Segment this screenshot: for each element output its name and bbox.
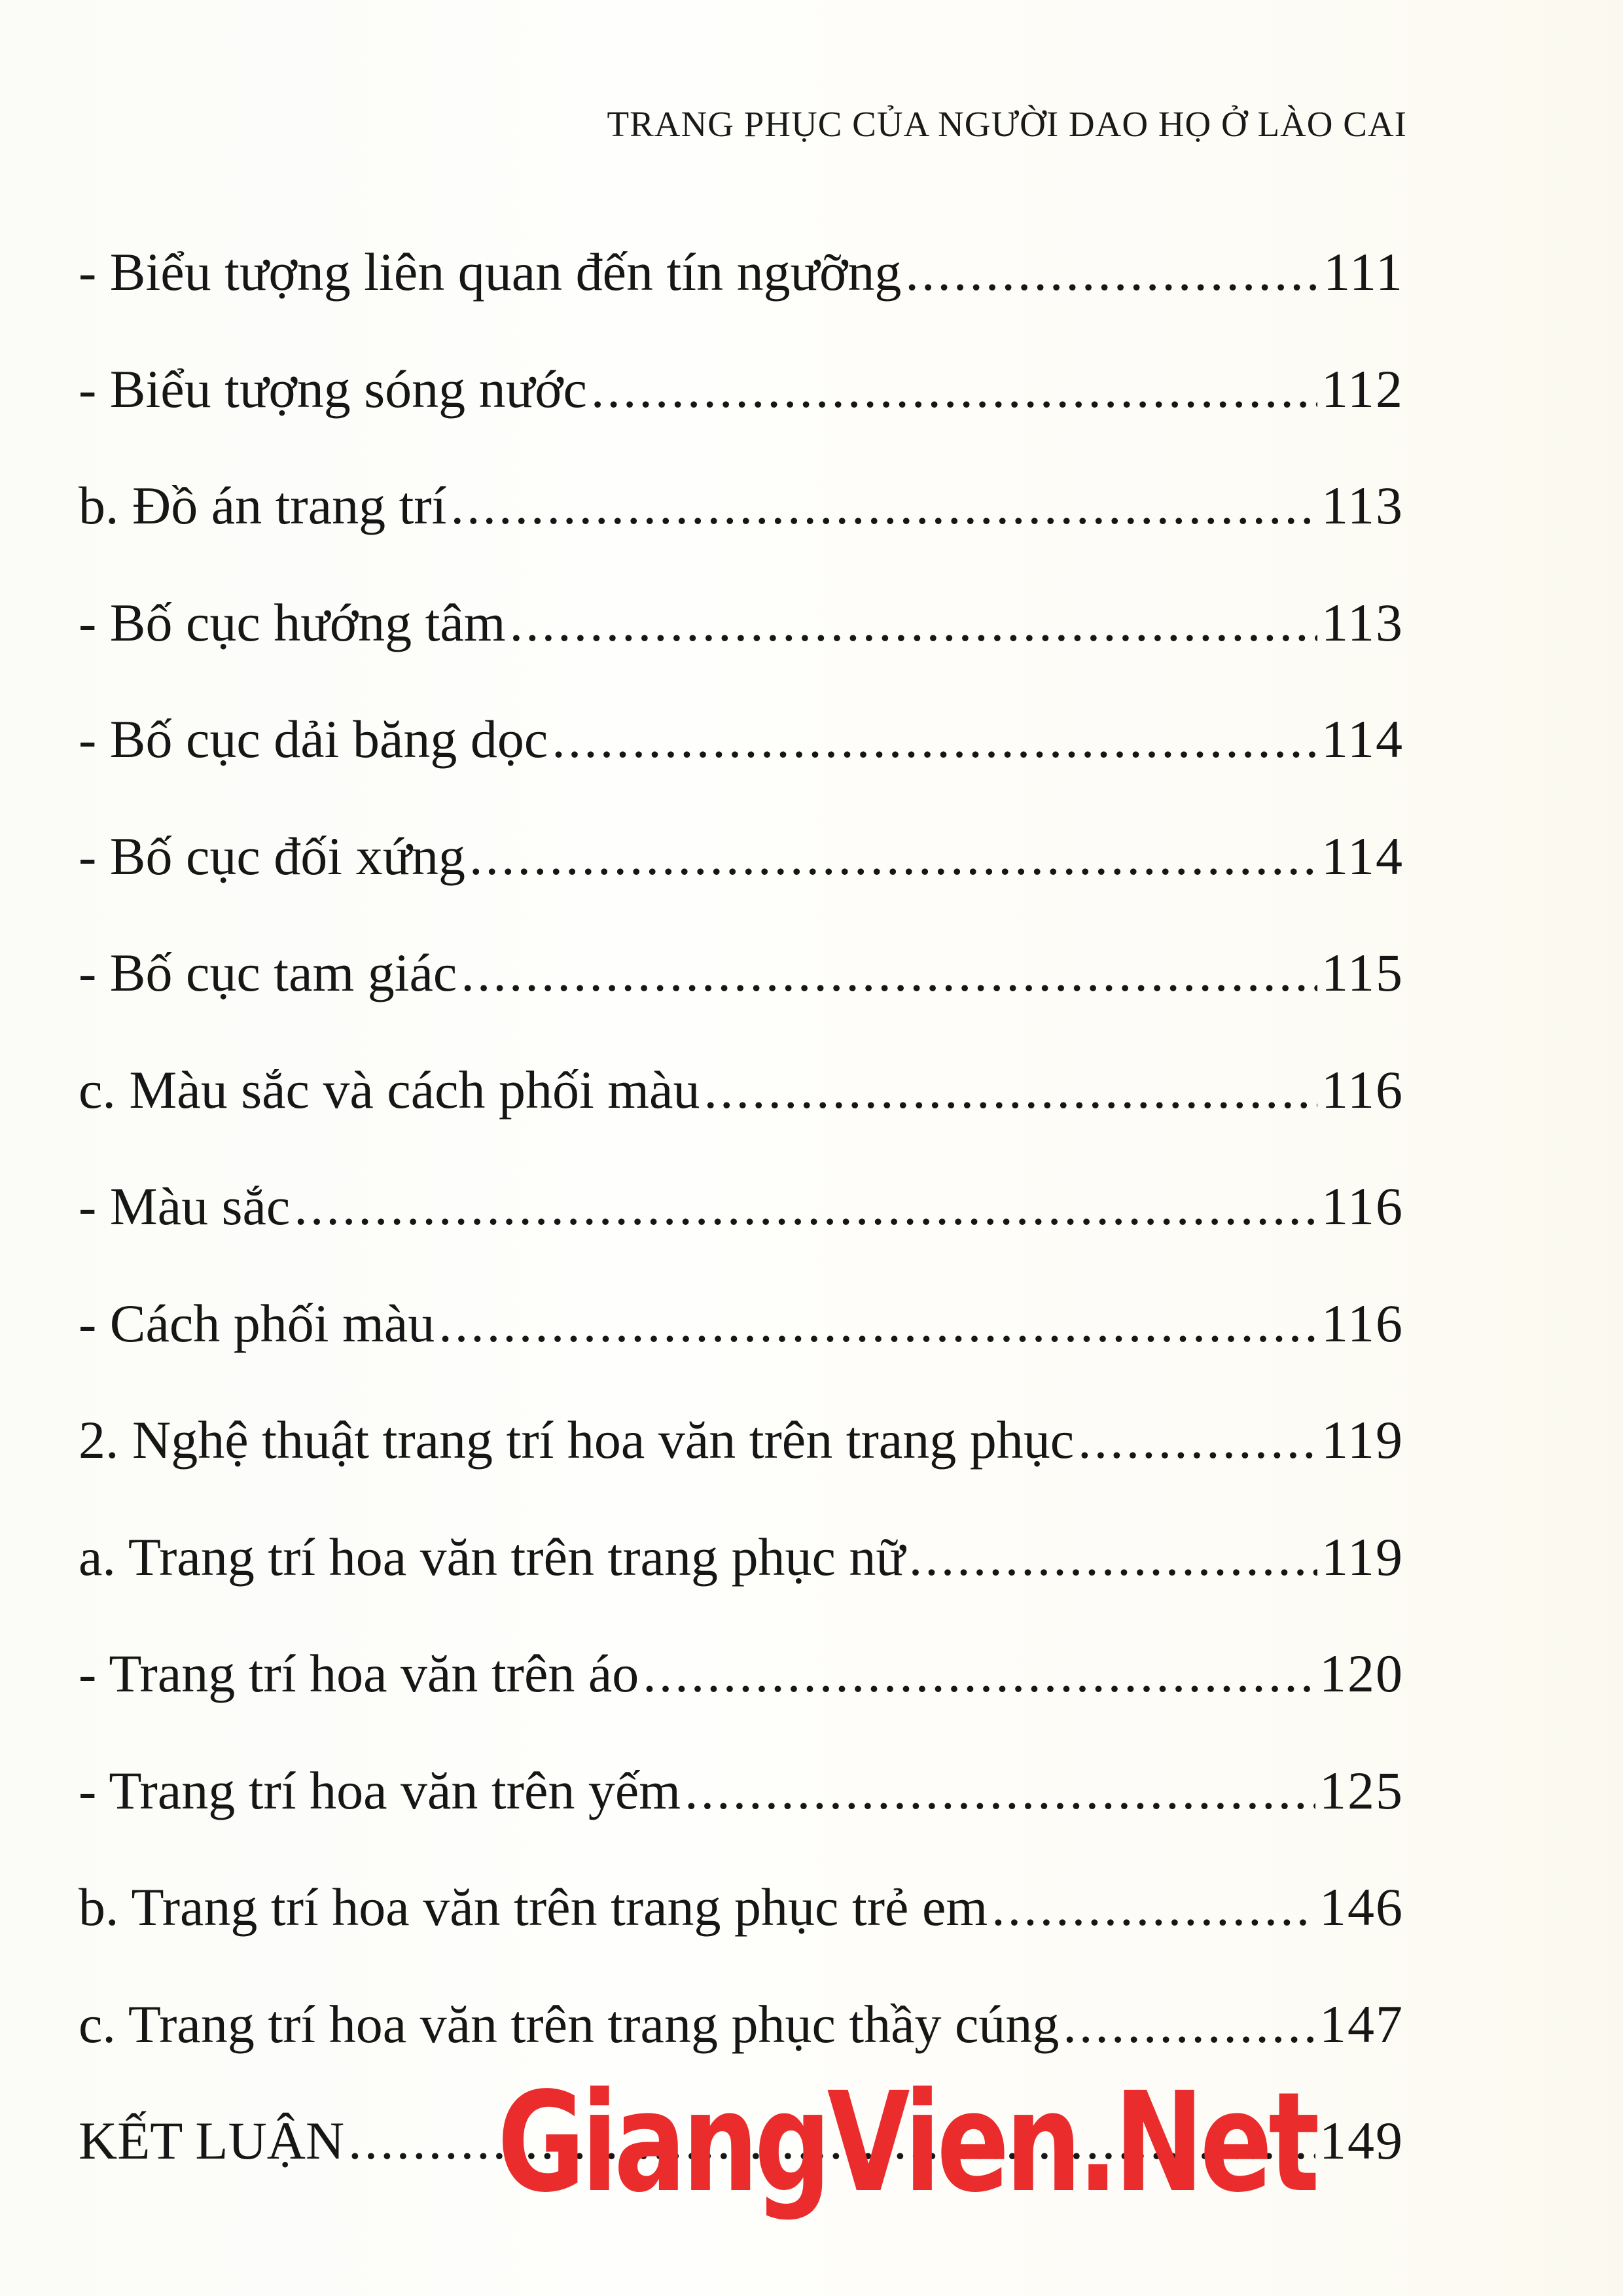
toc-entry-label: - Bố cục dải băng dọc xyxy=(79,709,548,769)
dot-leader xyxy=(438,1297,1317,1351)
toc-entry-label: - Trang trí hoa văn trên yếm xyxy=(79,1760,681,1820)
toc-entry-page: 114 xyxy=(1321,709,1404,769)
toc-entry-page: 111 xyxy=(1323,242,1404,302)
toc-entry[interactable] xyxy=(79,1176,1404,1297)
toc-entry[interactable] xyxy=(79,242,1404,362)
toc-entry[interactable] xyxy=(79,943,1404,1063)
toc-entry-page: 112 xyxy=(1321,359,1404,419)
dot-leader xyxy=(1063,1998,1315,2051)
toc-entry[interactable] xyxy=(79,1059,1404,1180)
dot-leader xyxy=(909,1530,1317,1584)
dot-leader xyxy=(461,946,1317,1000)
toc-entry-label: 2. Nghệ thuật trang trí hoa văn trên trang phục xyxy=(79,1410,1075,1470)
toc-entry-label: - Cách phối màu xyxy=(79,1293,435,1353)
toc-entry-page: 119 xyxy=(1321,1527,1404,1587)
running-head: TRANG PHỤC CỦA NGƯỜI DAO HỌ Ở LÀO CAI xyxy=(607,104,1407,144)
dot-leader xyxy=(591,362,1317,416)
toc-entry-label: - Bố cục đối xứng xyxy=(79,826,466,886)
dot-leader xyxy=(450,479,1317,533)
toc-entry-page: 147 xyxy=(1319,1994,1404,2054)
dot-leader xyxy=(552,713,1317,766)
dot-leader xyxy=(1078,1413,1317,1467)
dot-leader xyxy=(905,245,1319,299)
toc-entry-label: b. Đồ án trang trí xyxy=(79,476,447,535)
toc-entry-label: KẾT LUẬN xyxy=(79,2111,345,2170)
toc-entry-label: a. Trang trí hoa văn trên trang phục nữ xyxy=(79,1527,905,1587)
toc-entry-page: 116 xyxy=(1321,1176,1404,1236)
toc-entry-page: 113 xyxy=(1321,476,1404,535)
toc-entry[interactable] xyxy=(79,1644,1404,1764)
toc-entry[interactable] xyxy=(79,592,1404,713)
toc-entry[interactable] xyxy=(79,476,1404,596)
toc-entry-label: - Biểu tượng sóng nước xyxy=(79,359,587,419)
toc-entry-label: b. Trang trí hoa văn trên trang phục trẻ em xyxy=(79,1877,988,1937)
toc-entry-page: 120 xyxy=(1319,1644,1404,1703)
toc-entry-page: 114 xyxy=(1321,826,1404,886)
dot-leader xyxy=(991,1881,1315,1934)
toc-entry[interactable] xyxy=(79,1293,1404,1414)
toc-entry[interactable] xyxy=(79,1410,1404,1530)
toc-entry-page: 116 xyxy=(1321,1059,1404,1120)
dot-leader xyxy=(643,1647,1315,1701)
toc-entry-label: c. Trang trí hoa văn trên trang phục thầy cúng xyxy=(79,1994,1060,2054)
dot-leader xyxy=(469,830,1317,883)
toc-entry[interactable] xyxy=(79,359,1404,480)
dot-leader xyxy=(704,1063,1317,1117)
toc-entry-label: c. Màu sắc và cách phối màu xyxy=(79,1059,700,1120)
toc-entry-page: 125 xyxy=(1319,1760,1404,1820)
toc-entry-label: - Trang trí hoa văn trên áo xyxy=(79,1644,639,1703)
toc-entry-page: 119 xyxy=(1321,1410,1404,1470)
toc-entry-page: 116 xyxy=(1321,1293,1404,1353)
toc-entry-page: 149 xyxy=(1319,2111,1404,2170)
toc-entry-page: 115 xyxy=(1321,943,1404,1002)
toc-entry[interactable] xyxy=(79,1527,1404,1648)
toc-entry-label: - Màu sắc xyxy=(79,1176,291,1236)
toc-entry-page: 113 xyxy=(1321,592,1404,652)
toc-entry[interactable] xyxy=(79,1877,1404,1998)
toc-entry[interactable] xyxy=(79,826,1404,947)
toc-entry[interactable] xyxy=(79,1760,1404,1881)
dot-leader xyxy=(294,1180,1317,1233)
table-of-contents xyxy=(79,242,1404,2231)
toc-entry-page: 146 xyxy=(1319,1877,1404,1937)
toc-entry-label: - Bố cục hướng tâm xyxy=(79,592,506,652)
dot-leader xyxy=(685,1764,1315,1818)
toc-entry[interactable] xyxy=(79,709,1404,830)
dot-leader xyxy=(510,596,1317,650)
watermark-logo: GiangVien.Net xyxy=(497,2062,1316,2223)
toc-entry-label: - Bố cục tam giác xyxy=(79,943,457,1002)
toc-entry-label: - Biểu tượng liên quan đến tín ngưỡng xyxy=(79,242,902,302)
